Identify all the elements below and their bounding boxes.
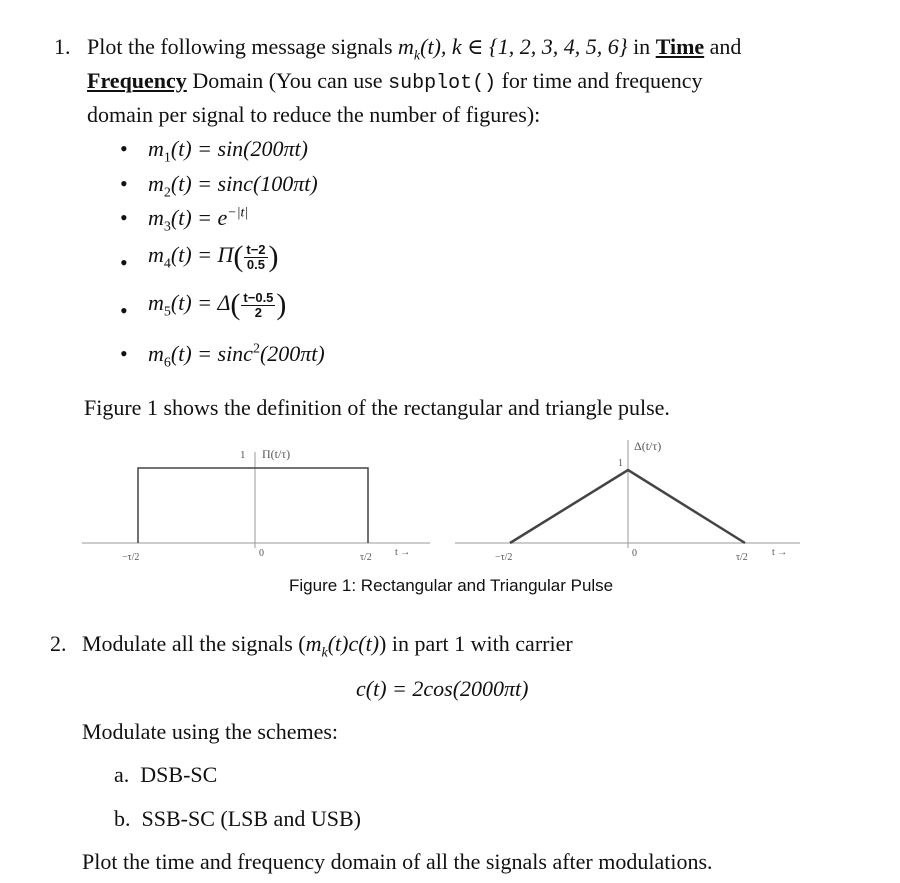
signal-lhs: m: [148, 290, 164, 316]
rect-right-tick: τ/2: [360, 552, 372, 563]
signal-m3: [120, 205, 249, 235]
bullet-icon: •: [120, 205, 128, 230]
rect-function-label: Π(t/τ): [262, 447, 291, 461]
tri-pulse-plot: [455, 439, 800, 563]
paren-close: ): [268, 240, 279, 273]
bullet-icon: •: [120, 250, 128, 275]
tri-axis-label: t →: [772, 547, 788, 558]
signal-m1: [120, 136, 308, 166]
q1-line1-text: Plot the following message signals: [87, 34, 399, 59]
tri-one-label: 1: [618, 458, 623, 469]
signal-rhs: (t) = Π: [170, 242, 234, 268]
q1-line2-text: Domain (You can use: [186, 68, 389, 93]
fraction-numerator: t−0.5: [243, 289, 274, 305]
signal-sub: 6: [163, 355, 171, 371]
signal-lhs: m: [148, 205, 164, 230]
schemes-intro: Modulate using the schemes:: [82, 719, 339, 744]
signal-m5: [120, 288, 287, 323]
q2-line1-product: (t)c(t): [327, 631, 380, 656]
rect-axis-label: t →: [395, 547, 411, 558]
q2-line1-m: m: [305, 631, 322, 656]
tri-left-tick: −τ/2: [495, 552, 513, 563]
signal-rhs: (t) = e: [170, 205, 228, 230]
q1-line2-end: for time and frequency: [496, 68, 703, 93]
scheme-a-text: DSB-SC: [140, 762, 218, 787]
figure-intro: Figure 1 shows the definition of the rectangular and triangle pulse.: [84, 395, 670, 420]
fraction-denominator: 2: [254, 304, 263, 320]
scheme-b-text: SSB-SC (LSB and USB): [141, 806, 361, 831]
signal-lhs: m: [148, 341, 164, 366]
q2-line1-end: ) in part 1 with carrier: [379, 631, 573, 656]
signal-rhs: (t) = sinc(100πt): [170, 171, 318, 196]
q2-closing: Plot the time and frequency domain of all the signals after modulations.: [82, 849, 713, 874]
fraction-denominator: 0.5: [246, 256, 265, 272]
signal-sub: 1: [163, 150, 171, 166]
paren-open: (: [230, 288, 241, 321]
q2-number: 2.: [50, 631, 67, 656]
q1-line1-set: (t), k ∈ {1, 2, 3, 4, 5, 6}: [420, 34, 628, 59]
signal-m6: [120, 341, 325, 371]
time-word: Time: [655, 34, 705, 59]
rect-one-label: 1: [240, 449, 246, 461]
paren-close: ): [276, 288, 287, 321]
tri-function-label: Δ(t/τ): [634, 439, 662, 453]
rect-zero-tick: 0: [259, 548, 264, 559]
bullet-icon: •: [120, 171, 128, 196]
q1-line1-and: and: [704, 34, 742, 59]
q1-line1-sub: k: [413, 48, 421, 64]
signal-m4: [120, 240, 279, 275]
fraction-numerator: t−2: [246, 241, 266, 257]
tri-right-tick: τ/2: [736, 552, 748, 563]
signal-sup: 2: [252, 341, 260, 357]
scheme-b-label: b.: [114, 806, 131, 831]
fraction: [244, 243, 267, 272]
q1-line3: domain per signal to reduce the number of figures):: [87, 102, 541, 127]
signal-lhs: m: [148, 136, 164, 161]
q2-line1-sub: k: [321, 645, 328, 661]
signal-rhs: (t) = sinc: [170, 341, 253, 366]
scheme-b: [114, 802, 361, 835]
bullet-icon: •: [120, 136, 128, 161]
signal-rhs2: (200πt): [259, 341, 325, 366]
signal-rhs: (t) = Δ: [170, 290, 231, 316]
fraction: [241, 291, 275, 320]
tri-zero-tick: 0: [632, 548, 637, 559]
signal-sub: 5: [163, 304, 171, 320]
rect-pulse-plot: [82, 447, 430, 563]
signal-sup: −|t|: [227, 205, 249, 221]
signal-lhs: m: [148, 171, 164, 196]
signal-m2: [120, 171, 318, 201]
frequency-word: Frequency: [87, 68, 187, 93]
q1-line1-in: in: [627, 34, 656, 59]
signal-lhs: m: [148, 242, 164, 268]
signal-rhs: (t) = sin(200πt): [170, 136, 308, 161]
subplot-code: subplot(): [388, 72, 497, 95]
carrier-equation: c(t) = 2cos(2000πt): [356, 676, 529, 701]
q1-line1-m: m: [398, 34, 414, 59]
q2-line1-text: Modulate all the signals (: [82, 631, 306, 656]
signal-sub: 4: [163, 256, 171, 272]
paren-open: (: [233, 240, 244, 273]
figure-caption: Figure 1: Rectangular and Triangular Pulse: [289, 576, 614, 595]
q1-line2: [87, 64, 703, 100]
signal-sub: 2: [163, 185, 171, 201]
q1-number: 1.: [54, 34, 71, 59]
bullet-icon: •: [120, 341, 128, 366]
rect-pulse: [138, 468, 368, 543]
rect-left-tick: −τ/2: [122, 552, 140, 563]
q2-line1: [82, 627, 573, 669]
signal-sub: 3: [163, 219, 171, 235]
scheme-a-label: a.: [114, 762, 130, 787]
scheme-a: [114, 758, 217, 791]
bullet-icon: •: [120, 298, 128, 323]
